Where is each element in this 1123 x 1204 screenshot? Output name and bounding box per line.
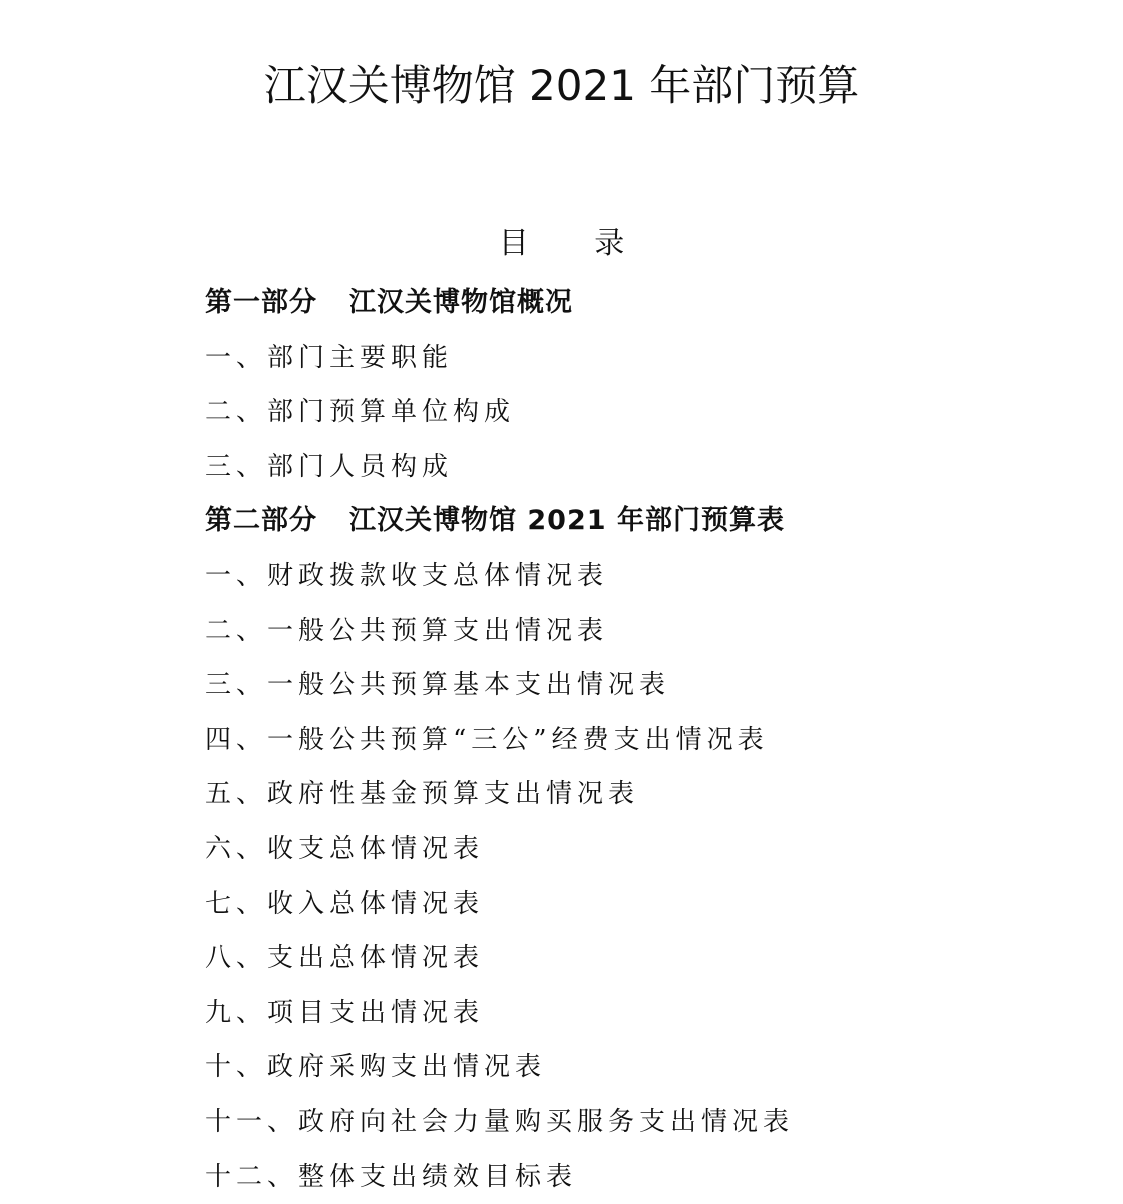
toc-part-1-heading: [205, 276, 1065, 331]
toc-part-1-title: 江汉关博物馆概况: [349, 287, 573, 318]
toc-entry: 八、支出总体情况表: [205, 931, 1065, 986]
toc-part-1-label: 第一部分: [205, 276, 317, 331]
toc-part-2-title: 江汉关博物馆 2021 年部门预算表: [349, 505, 785, 536]
toc-entry: 十、政府采购支出情况表: [205, 1040, 1065, 1095]
toc-entry: 十二、整体支出绩效目标表: [205, 1150, 1065, 1204]
toc-entry: 六、收支总体情况表: [205, 822, 1065, 877]
toc-entry: 十一、政府向社会力量购买服务支出情况表: [205, 1095, 1065, 1150]
toc-entry: 一、部门主要职能: [205, 331, 1065, 386]
toc-entry: 五、政府性基金预算支出情况表: [205, 767, 1065, 822]
toc-entry: 七、收入总体情况表: [205, 877, 1065, 932]
toc-entry: 九、项目支出情况表: [205, 986, 1065, 1041]
toc-heading: 目 录: [0, 222, 1123, 266]
toc-entry: 二、一般公共预算支出情况表: [205, 604, 1065, 659]
toc-entry: 三、一般公共预算基本支出情况表: [205, 658, 1065, 713]
document-title: 江汉关博物馆 2021 年部门预算: [0, 56, 1123, 116]
toc-part-2-label: 第二部分: [205, 494, 317, 549]
toc-entry: 二、部门预算单位构成: [205, 385, 1065, 440]
toc-part-2-heading: [205, 494, 1065, 549]
toc-entry: 三、部门人员构成: [205, 440, 1065, 495]
toc-entry: 一、财政拨款收支总体情况表: [205, 549, 1065, 604]
toc-entry: 四、一般公共预算“三公”经费支出情况表: [205, 713, 1065, 768]
table-of-contents: [205, 276, 1065, 1204]
